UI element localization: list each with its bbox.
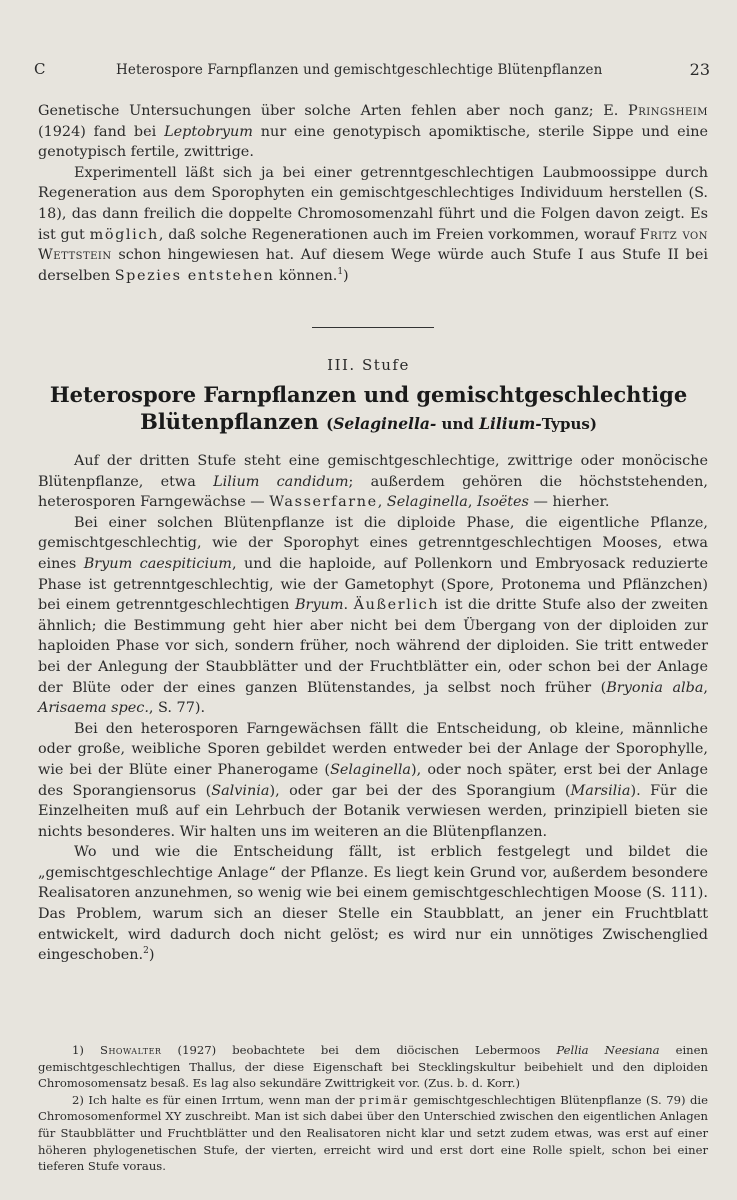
paragraph: Wo und wie die Entscheidung fällt, ist erblich festgelegt und bildet die „gemischtgeschlechtige Anlage“ der Pflanze. Es liegt kein Grund vor, außerdem besondere Realisatoren anzunehmen, so wenig wie bei einem gemischtgeschlechtigen Moose (S. 111). Das Problem, warum sich an dieser Stelle ein Staubblatt, an jener ein Fruchtblatt entwickelt, wird dadurch doch nicht gelöst; es wird nur ein unnötiges Zwischenglied eingeschoben.$^2$) bbox=[38, 844, 708, 964]
main-text bbox=[38, 451, 708, 966]
spaced-word: primär bbox=[359, 1092, 409, 1107]
paragraph: Experimentell läßt sich ja bei einer getrenntgeschlechtigen Laubmoossippe durch Regeneration aus dem Sporophyten ein gemischtgeschlechtiges Individuum herstellen (S. 18), das dann freilich die doppelte Chromosomenzahl führt und die Folgen davon zeigt. Es ist gut möglich, daß solche Regenerationen auch im Freien vorkommen, worauf Fritz von Wettstein schon hingewiesen hat. Auf diesem Wege würde auch Stufe I aus Stufe II bei derselben Spezies entstehen können.$^1$) bbox=[38, 164, 709, 284]
section-subtitle: (Selaginella- und Lilium-Typus) bbox=[326, 414, 597, 433]
spaced-word: Äußerlich bbox=[353, 597, 440, 614]
spaced-word: möglich bbox=[89, 226, 159, 243]
footnote-ref: 2 bbox=[143, 946, 149, 957]
page-number: 23 bbox=[689, 60, 710, 79]
signature-mark: C bbox=[34, 60, 46, 78]
footnote-ref: 1 bbox=[337, 266, 344, 277]
section-title-line2: Blütenpflanzen (Selaginella- und Lilium-Typus) bbox=[140, 409, 597, 434]
author-name: Fritz von Wettstein bbox=[38, 226, 709, 264]
section-title-line1: Heterospore Farnpflanzen und gemischtgeschlechtige bbox=[49, 382, 688, 407]
paragraph: Bei den heterosporen Farngewächsen fällt die Entscheidung, ob kleine, männliche oder große, weibliche Sporen gebildet werden entweder bei der Anlage der Sporophylle, wie bei der Blüte einer Phanerogame (Selaginella), oder noch später, erst bei der Anlage des Sporangiensorus (Salvinia), oder gar bei der des Sporangium (Marsilia). Für die Einzelheiten muß auf ein Lehrbuch der Botanik verwiesen werden, prinzipiell bieten sie nichts besonderes. Wir halten uns im weiteren an die Blütenpflanzen. bbox=[38, 720, 708, 840]
footnotes bbox=[38, 1042, 708, 1175]
footnote-1: 1) Showalter (1927) beobachtete bei dem diöcischen Lebermoos Pellia Neesiana einen gemischtgeschlechtigen Thallus, der diese Eigenschaft bei Stecklingskultur beibehielt und den diploiden Chromosomensatz besaß. Es lag also sekundäre Zwittrigkeit vor. (Zus. b. d. Korr.) bbox=[38, 1043, 708, 1091]
genus-name: Leptobryum bbox=[164, 123, 253, 140]
section-number: III. Stufe bbox=[327, 356, 410, 374]
paragraph: Bei einer solchen Blütenpflanze ist die diploide Phase, die eigentliche Pflanze, gemischtgeschlechtig, wie der Sporophyt eines getrenntgeschlechtigen Mooses, etwa eines Bryum caespiticium, und die haploide, auf Pollenkorn und Embryosack reduzierte Phase ist getrenntgeschlechtig, wie der Gametophyt (Spore, Protonema und Pflänzchen) bei einem getrenntgeschlechtigen Bryum. Äußerlich ist die dritte Stufe also der zweiten ähnlich; die Bestimmung geht hier aber nicht bei dem Übergang von der diploiden zur haploiden Phase vor sich, sondern früher, noch während der diploiden. Sie tritt entweder bei der Anlegung der Staubblätter und der Fruchtblätter ein, oder schon bei der Anlage der Blüte oder der eines ganzen Blütenstandes, ja selbst noch früher (Bryonia alba, Arisaema spec., S. 77). bbox=[38, 514, 708, 717]
spaced-word: Spezies entstehen bbox=[114, 267, 275, 284]
running-title: Heterospore Farnpflanzen und gemischtgeschlechtige Blütenpflanzen bbox=[116, 62, 603, 78]
intro-text bbox=[38, 101, 708, 286]
author-name: Pringsheim bbox=[628, 103, 708, 119]
section-divider bbox=[312, 327, 434, 328]
author-name: Showalter bbox=[100, 1043, 162, 1057]
paragraph: Genetische Untersuchungen über solche Arten fehlen aber noch ganz; E. Pringsheim (1924) fand bei Leptobryum nur eine genotypisch apomiktische, sterile Sippe und eine genotypisch fertile, zwittrige. bbox=[38, 103, 708, 161]
running-header bbox=[34, 60, 714, 82]
footnote-2: 2) Ich halte es für einen Irrtum, wenn man der primär gemischtgeschlechtigen Blütenpflanze (S. 79) die Chromosomenformel XY zuschreibt. Man ist sich dabei über den Unterschied zwischen den eigentlichen Anlagen für Staubblätter und Fruchtblätter und den Realisatoren nicht klar und setzt zudem etwas, was erst auf einer höheren phylogenetischen Stufe, der vierten, erreicht wird und erst dort eine Rolle spielt, schon bei einer tieferen Stufe voraus. bbox=[38, 1092, 708, 1174]
spaced-word: Wasserfarne bbox=[269, 494, 378, 511]
paragraph: Auf der dritten Stufe steht eine gemischtgeschlechtige, zwittrige oder monöcische Blütenpflanze, etwa Lilium candidum; außerdem gehören die höchststehenden, heterosporen Farngewächse — Wasserfarne, Selaginella, Isoëtes — hierher. bbox=[38, 453, 708, 511]
